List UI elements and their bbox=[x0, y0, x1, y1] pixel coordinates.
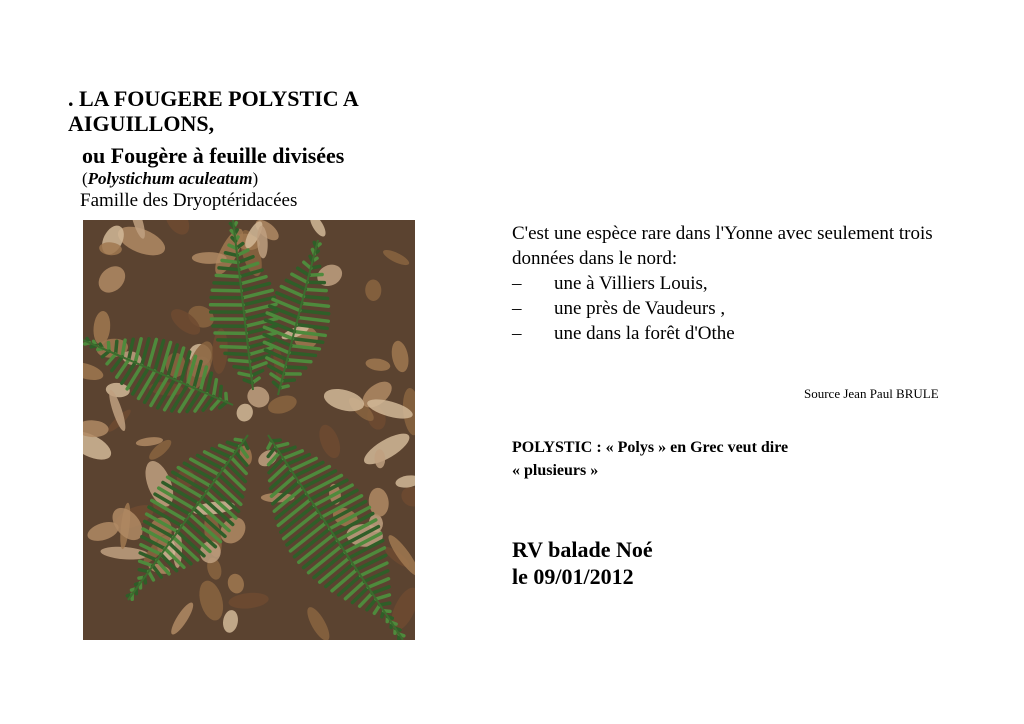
etymology-line: « plusieurs » bbox=[512, 462, 599, 479]
latin-name-text: Polystichum aculeatum bbox=[87, 169, 253, 188]
frond-pinna bbox=[220, 386, 221, 399]
rendezvous bbox=[512, 536, 653, 590]
frond-pinna bbox=[303, 296, 327, 298]
latin-open-paren: ( bbox=[82, 169, 88, 188]
frond-pinna bbox=[380, 603, 390, 605]
latin-close-paren: ) bbox=[252, 169, 259, 188]
frond-pinna bbox=[282, 380, 295, 381]
frond-pinna bbox=[218, 340, 247, 341]
list-item-text: une dans la forêt d'Othe bbox=[554, 323, 735, 344]
common-name: ou Fougère à feuille divisées bbox=[82, 143, 345, 168]
description-intro: C'est une espèce rare dans l'Yonne avec seulement trois données dans le nord: bbox=[512, 223, 933, 269]
list-item bbox=[512, 321, 982, 346]
list-bullet: – bbox=[512, 273, 522, 294]
etymology-line: POLYSTIC : « Polys » en Grec veut dire bbox=[512, 439, 789, 456]
fern-photo bbox=[83, 220, 415, 640]
page-title: . LA FOUGERE POLYSTIC A AIGUILLONS, bbox=[68, 86, 358, 136]
frond-pinna bbox=[225, 353, 249, 354]
frond-pinna bbox=[309, 275, 322, 276]
rendezvous-date: le 09/01/2012 bbox=[512, 564, 634, 589]
etymology bbox=[512, 436, 932, 482]
description bbox=[512, 221, 982, 346]
frond-pinna bbox=[285, 367, 305, 368]
family-name: Famille des Dryoptéridacées bbox=[80, 190, 298, 211]
frond-pinna bbox=[219, 268, 239, 270]
fern-illustration bbox=[83, 220, 415, 640]
list-bullet: – bbox=[512, 323, 522, 344]
list-bullet: – bbox=[512, 298, 522, 319]
list-item bbox=[512, 296, 982, 321]
frond-pinna bbox=[229, 360, 249, 362]
rendezvous-title: RV balade Noé bbox=[512, 537, 653, 562]
frond-pinna bbox=[287, 360, 311, 362]
source-credit: Source Jean Paul BRULE bbox=[804, 386, 939, 401]
frond-pinna bbox=[234, 367, 250, 369]
frond-pinna bbox=[221, 347, 248, 348]
frond-pinna bbox=[272, 440, 280, 441]
frond-pinna bbox=[305, 289, 326, 290]
list-item-text: une près de Vaudeurs , bbox=[554, 298, 726, 319]
frond-pinna bbox=[222, 260, 238, 262]
latin-name bbox=[82, 168, 258, 190]
frond-pinna bbox=[216, 275, 239, 276]
frond-pinna bbox=[212, 290, 241, 291]
frond-pinna bbox=[116, 341, 117, 354]
list-item-text: une à Villiers Louis, bbox=[554, 273, 708, 294]
list-item bbox=[512, 271, 982, 296]
frond-pinna bbox=[214, 283, 240, 284]
